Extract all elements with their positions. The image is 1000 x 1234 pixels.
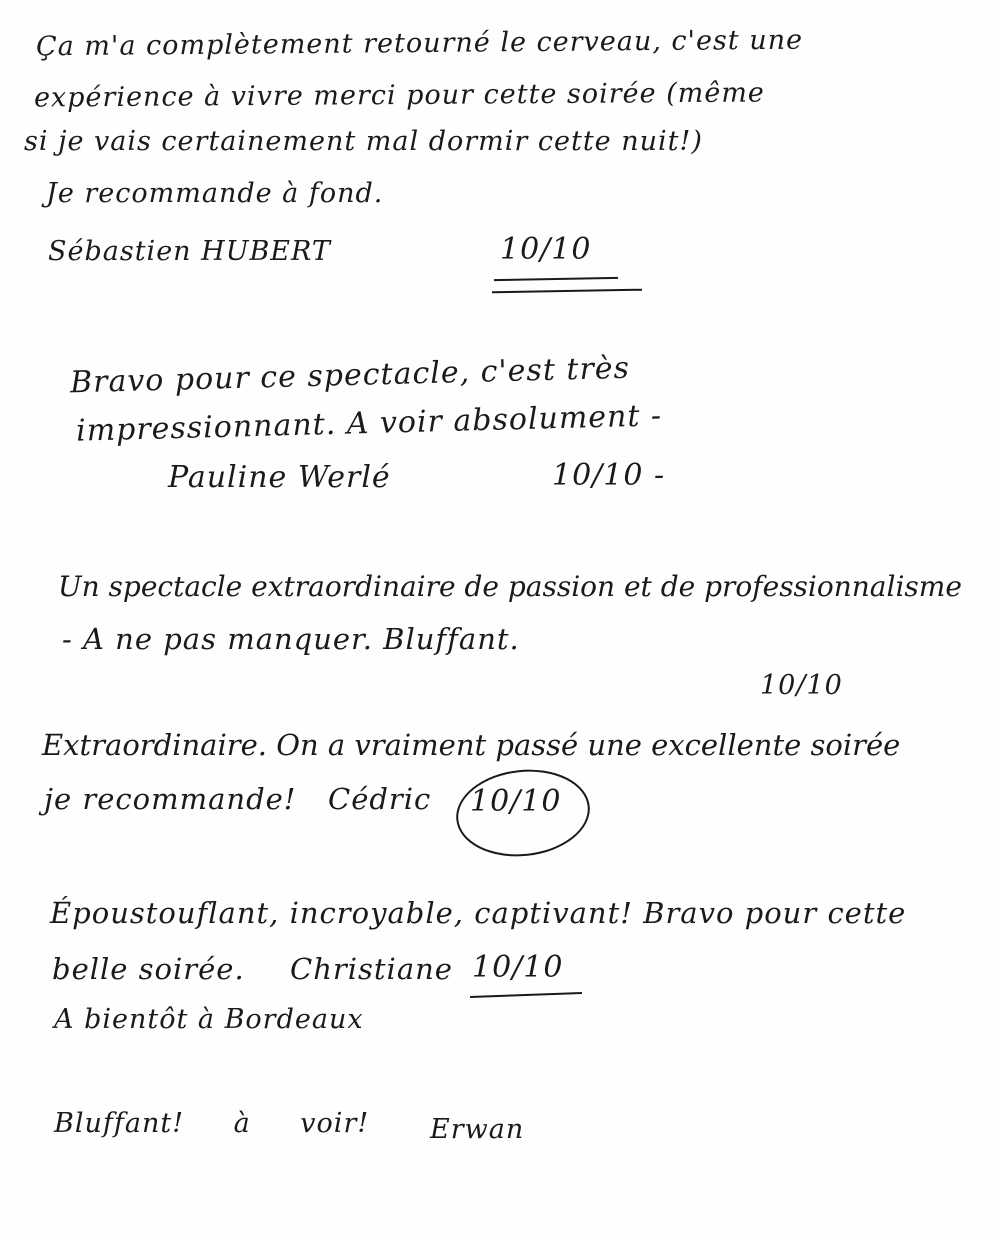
- entry-3-line-1: Un spectacle extraordinaire de passion et de professionnalisme: [58, 570, 962, 603]
- entry-1-line-4: Je recommande à fond.: [46, 178, 384, 209]
- entry-3-score: 10/10: [760, 670, 843, 701]
- entry-4-line-2: je recommande!: [44, 782, 297, 816]
- entry-1-score: 10/10: [500, 232, 592, 267]
- entry-2-score: 10/10 -: [552, 458, 666, 493]
- entry-2-line-2: impressionnant. A voir absolument -: [75, 398, 663, 449]
- entry-5-score: 10/10: [472, 950, 564, 985]
- entry-2-line-1: Bravo pour ce spectacle, c'est très: [69, 350, 631, 401]
- entry-4-signature: Cédric: [328, 782, 432, 816]
- entry-1-signature: Sébastien HUBERT: [48, 236, 331, 267]
- entry-5-line-2: belle soirée.: [52, 952, 245, 986]
- entry-6-signature: Erwan: [430, 1114, 525, 1145]
- entry-4-line-1: Extraordinaire. On a vraiment passé une excellente soirée: [42, 728, 901, 762]
- entry-1-line-2: expérience à vivre merci pour cette soirée (même: [33, 77, 765, 114]
- score-underline: [492, 289, 642, 294]
- entry-5-line-1: Époustouflant, incroyable, captivant! Bravo pour cette: [50, 896, 907, 930]
- score-circle: [452, 763, 594, 863]
- entry-1-line-1: Ça m'a complètement retourné le cerveau, c'est une: [35, 24, 804, 63]
- entry-1-line-3: si je vais certainement mal dormir cette nuit!): [24, 126, 703, 157]
- entry-5-line-3: A bientôt à Bordeaux: [54, 1004, 364, 1035]
- score-underline: [470, 992, 582, 998]
- entry-6-line-1: Bluffant! à voir!: [54, 1108, 370, 1139]
- entry-4-score: 10/10: [470, 784, 562, 819]
- score-underline: [494, 277, 618, 281]
- entry-3-line-2: - A ne pas manquer. Bluffant.: [62, 622, 520, 656]
- entry-5-signature: Christiane: [290, 952, 453, 986]
- entry-2-signature: Pauline Werlé: [168, 460, 391, 495]
